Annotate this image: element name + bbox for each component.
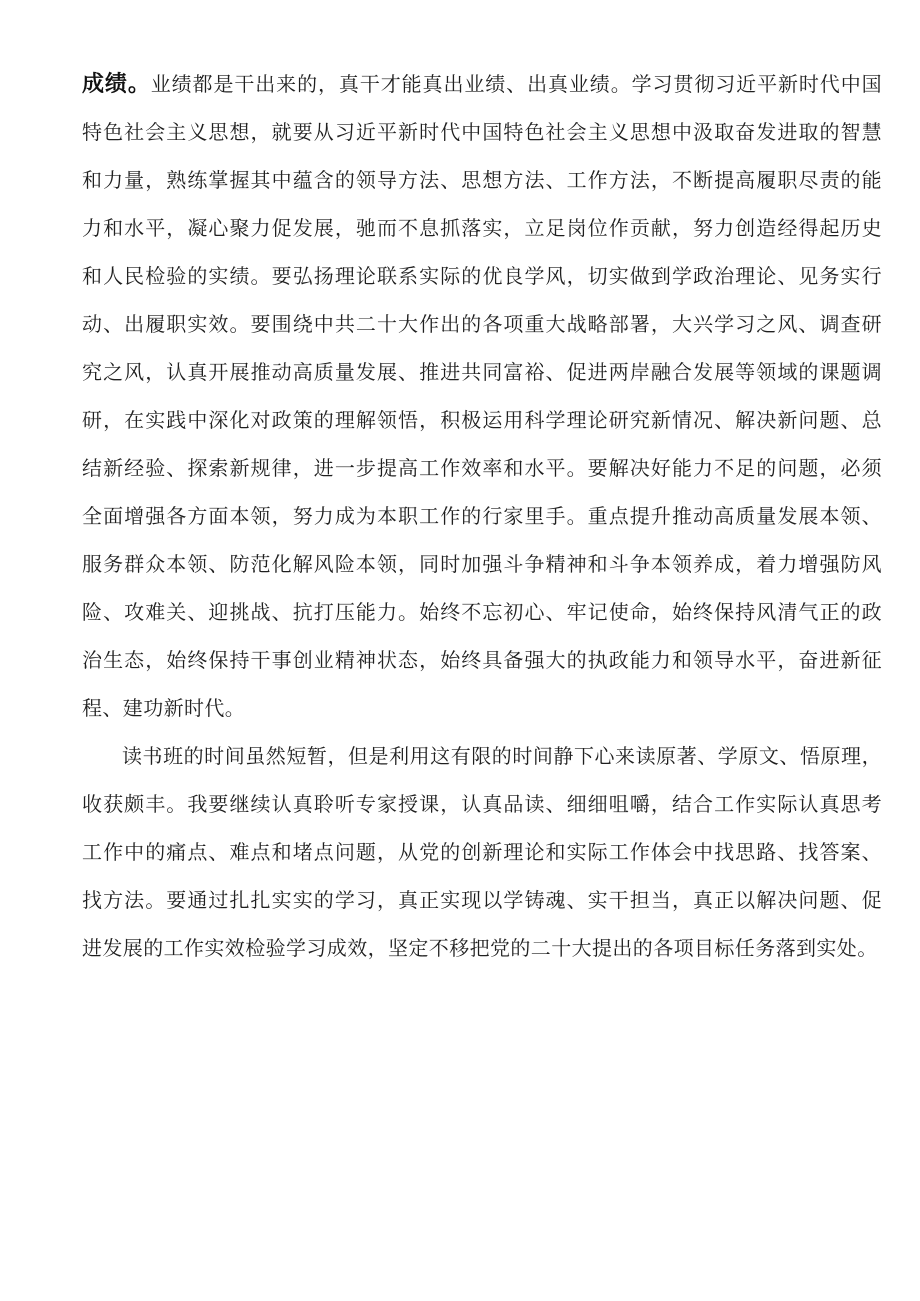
text-line	[82, 60, 882, 108]
text-line: 全面增强各方面本领，努力成为本职工作的行家里手。重点提升推动高质量发展本领、	[82, 504, 882, 528]
paragraph-1	[82, 60, 882, 732]
text-line: 服务群众本领、防范化解风险本领，同时加强斗争精神和斗争本领养成，着力增强防风	[82, 552, 882, 576]
text-line: 治生态，始终保持干事创业精神状态，始终具备强大的执政能力和领导水平，奋进新征	[82, 648, 882, 672]
text-line: 结新经验、探索新规律，进一步提高工作效率和水平。要解决好能力不足的问题，必须	[82, 456, 882, 480]
text-line-content: 业绩都是干出来的，真干才能真出业绩、出真业绩。学习贯彻习近平新时代中国	[150, 72, 882, 96]
text-line: 动、出履职实效。要围绕中共二十大作出的各项重大战略部署，大兴学习之风、调查研	[82, 312, 882, 336]
text-line: 进发展的工作实效检验学习成效，坚定不移把党的二十大提出的各项目标任务落到实处。	[82, 936, 878, 960]
text-line: 读书班的时间虽然短暂，但是利用这有限的时间静下心来读原著、学原文、悟原理，	[122, 744, 882, 768]
text-line: 和力量，熟练掌握其中蕴含的领导方法、思想方法、工作方法，不断提高履职尽责的能	[82, 168, 882, 192]
text-line: 收获颇丰。我要继续认真聆听专家授课，认真品读、细细咀嚼，结合工作实际认真思考	[82, 792, 882, 816]
text-line: 研，在实践中深化对政策的理解领悟，积极运用科学理论研究新情况、解决新问题、总	[82, 408, 882, 432]
lead-heading: 成绩。	[82, 72, 151, 97]
text-line: 和人民检验的实绩。要弘扬理论联系实际的优良学风，切实做到学政治理论、见务实行	[82, 264, 882, 288]
text-line: 找方法。要通过扎扎实实的学习，真正实现以学铸魂、实干担当，真正以解决问题、促	[82, 888, 882, 912]
text-line: 工作中的痛点、难点和堵点问题，从党的创新理论和实际工作体会中找思路、找答案、	[82, 840, 882, 864]
text-line: 险、攻难关、迎挑战、抗打压能力。始终不忘初心、牢记使命，始终保持风清气正的政	[82, 600, 882, 624]
text-line: 究之风，认真开展推动高质量发展、推进共同富裕、促进两岸融合发展等领域的课题调	[82, 360, 882, 384]
document-body	[82, 60, 882, 972]
paragraph-2	[82, 732, 882, 972]
text-line: 力和水平，凝心聚力促发展，驰而不息抓落实，立足岗位作贡献，努力创造经得起历史	[82, 216, 882, 240]
text-line: 程、建功新时代。	[82, 696, 246, 720]
text-line: 特色社会主义思想，就要从习近平新时代中国特色社会主义思想中汲取奋发进取的智慧	[82, 120, 882, 144]
